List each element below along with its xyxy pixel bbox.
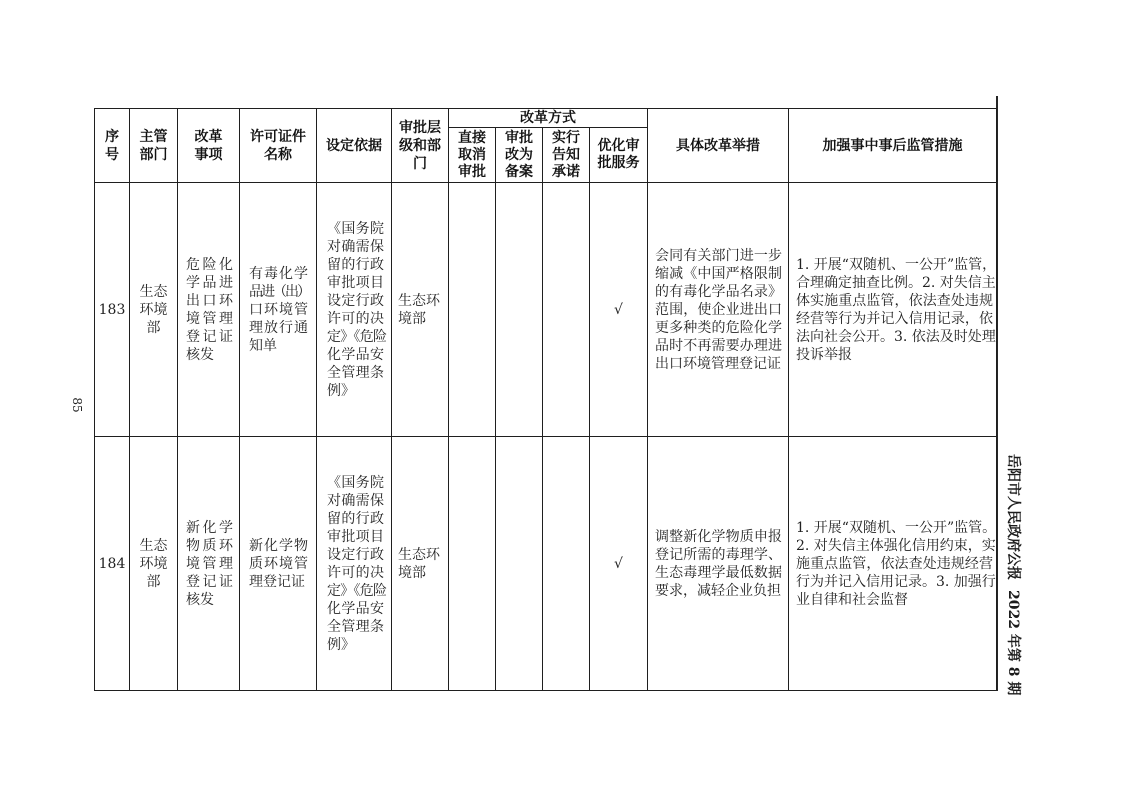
level-line: 境部	[398, 310, 426, 327]
header-label-line: 设定依据	[326, 137, 382, 154]
header-level	[391, 108, 449, 183]
item-line: 境管理	[186, 310, 233, 327]
basis-line: 例》	[327, 636, 355, 653]
basis-line: 《国务院	[327, 220, 384, 237]
header-commitment	[542, 127, 590, 183]
basis-line: 留的行政	[327, 256, 384, 273]
header-filing	[495, 127, 543, 183]
header-item	[177, 108, 240, 183]
dept-line: 部	[146, 573, 161, 590]
measures-line: 的有毒化学品名录》	[655, 283, 782, 300]
supervision-line: 施重点监管，依法查处违规经营	[796, 555, 993, 572]
dept-line: 生态	[139, 537, 168, 554]
dept-line: 部	[146, 319, 161, 336]
cell-basis	[316, 436, 392, 691]
header-cancel	[448, 127, 496, 183]
cell-dept	[129, 182, 178, 437]
header-supervision	[788, 108, 997, 183]
item-line: 登记证	[186, 328, 233, 345]
cell-commitment	[542, 182, 590, 437]
dept-line: 环境	[139, 301, 168, 318]
level-line: 生态环	[398, 546, 440, 563]
header-label-line: 承诺	[552, 163, 580, 180]
item-line: 出口环	[186, 292, 233, 309]
cell-basis	[316, 182, 392, 437]
basis-line: 化学品安	[327, 346, 384, 363]
basis-line: 全管理条	[327, 364, 384, 381]
cell-item	[177, 182, 240, 437]
basis-line: 设定行政	[327, 292, 384, 309]
cell-optimize	[589, 182, 648, 437]
item-line: 核发	[186, 591, 214, 608]
header-label-line: 优化审	[597, 138, 640, 154]
license-line: 有毒化学	[249, 265, 308, 282]
supervision-line: 法向社会公开。3. 依法及时处理	[796, 328, 996, 345]
header-measures	[647, 108, 789, 183]
measures-line: 会同有关部门进一步	[655, 247, 782, 264]
basis-line: 许可的决	[327, 564, 384, 581]
header-label-line: 主管	[139, 128, 168, 145]
cell-item	[177, 436, 240, 691]
cell-cancel	[448, 436, 496, 691]
cell-supervision	[788, 436, 997, 691]
item-line: 核发	[186, 346, 214, 363]
basis-line: 定》《危险	[327, 582, 384, 599]
header-label-line: 审批层	[399, 119, 441, 136]
header-label-line: 告知	[552, 146, 580, 163]
basis-line: 审批项目	[327, 528, 384, 545]
header-label-line: 门	[413, 155, 427, 172]
header-label-line: 序	[105, 128, 119, 145]
header-label-line: 许可证件	[250, 128, 306, 145]
supervision-line: 2. 对失信主体强化信用约束，实	[796, 537, 996, 554]
measures-line: 调整新化学物质申报	[655, 528, 782, 545]
supervision-line: 业自律和社会监督	[796, 591, 908, 608]
supervision-line: 1. 开展“双随机、一公开”监管。	[796, 519, 997, 536]
measures-line: 缩减《中国严格限制	[655, 265, 782, 282]
item-line: 登记证	[186, 573, 233, 590]
seq-number: 183	[98, 301, 126, 318]
dept-line: 环境	[139, 555, 168, 572]
measures-line: 品时不再需要办理进	[655, 337, 782, 354]
cell-seq	[94, 436, 130, 691]
basis-line: 《国务院	[327, 474, 384, 491]
basis-line: 许可的决	[327, 310, 384, 327]
measures-line: 出口环境管理登记证	[655, 355, 781, 372]
item-line: 境管理	[186, 555, 233, 572]
header-basis	[316, 108, 392, 183]
measures-line: 范围，使企业进出口	[655, 301, 782, 318]
supervision-line: 1. 开展“双随机、一公开”监管，	[796, 256, 997, 273]
supervision-line: 经营等行为并记入信用记录，依	[796, 310, 993, 327]
supervision-line: 投诉举报	[796, 346, 852, 363]
cell-optimize	[589, 436, 648, 691]
header-label-line: 号	[105, 146, 119, 163]
page-number: 85	[70, 397, 84, 413]
measures-line: 生态毒理学最低数据	[655, 564, 782, 581]
header-optimize	[589, 127, 648, 183]
basis-line: 定》《危险	[327, 328, 384, 345]
running-head	[1003, 454, 1023, 696]
item-line: 物质环	[186, 537, 233, 554]
header-label-line: 改为	[505, 146, 533, 163]
level-line: 境部	[398, 564, 426, 581]
cell-measures	[647, 182, 789, 437]
basis-line: 设定行政	[327, 546, 384, 563]
license-line: 口环境管	[249, 301, 308, 318]
cell-filing	[495, 436, 543, 691]
dept-line: 生态	[139, 283, 168, 300]
basis-line: 例》	[327, 382, 355, 399]
running-head-issue: 2022 年第 8 期	[1005, 590, 1021, 696]
license-line: 理登记证	[249, 573, 305, 590]
header-label-line: 实行	[552, 129, 580, 146]
header-label-line: 直接	[458, 129, 486, 146]
header-label-line: 名称	[264, 146, 292, 163]
cell-measures	[647, 436, 789, 691]
measures-line: 登记所需的毒理学、	[655, 546, 782, 563]
item-line: 学品进	[186, 274, 233, 291]
cell-commitment	[542, 436, 590, 691]
cell-cancel	[448, 182, 496, 437]
supervision-line: 行为并记入信用记录。3. 加强行	[796, 573, 996, 590]
header-label-line: 审批	[505, 129, 533, 146]
header-label-line: 改革	[194, 128, 223, 145]
supervision-line: 合理确定抽查比例。2. 对失信主	[796, 274, 996, 291]
item-line: 新化学	[186, 519, 233, 536]
license-line: 知单	[249, 337, 277, 354]
basis-line: 全管理条	[327, 618, 384, 635]
license-line: 品进（出）	[249, 283, 308, 300]
running-head-title: 岳阳市人民政府公报	[1005, 454, 1021, 580]
license-line: 理放行通	[249, 319, 308, 336]
cell-dept	[129, 436, 178, 691]
header-label-line: 级和部	[399, 137, 441, 154]
check-mark: √	[614, 555, 623, 572]
header-label-line: 事项	[194, 146, 223, 163]
header-label-line: 审批	[458, 163, 486, 180]
header-label-line: 取消	[458, 146, 486, 163]
check-mark: √	[614, 301, 623, 318]
license-line: 新化学物	[249, 537, 308, 554]
header-label-line: 加强事中事后监管措施	[822, 137, 963, 154]
header-reform-mode	[448, 108, 648, 128]
cell-license	[239, 182, 317, 437]
seq-number: 184	[98, 555, 126, 572]
basis-line: 对确需保	[327, 238, 384, 255]
header-label-line: 批服务	[597, 155, 640, 171]
cell-level	[391, 182, 449, 437]
header-label-line: 备案	[505, 163, 533, 180]
basis-line: 对确需保	[327, 492, 384, 509]
header-label-line: 具体改革举措	[676, 137, 760, 154]
basis-line: 留的行政	[327, 510, 384, 527]
basis-line: 化学品安	[327, 600, 384, 617]
header-license	[239, 108, 317, 183]
measures-line: 更多种类的危险化学	[655, 319, 782, 336]
header-label-line: 部门	[139, 146, 168, 163]
header-reform-mode-label: 改革方式	[520, 110, 576, 126]
cell-supervision	[788, 182, 997, 437]
cell-filing	[495, 182, 543, 437]
cell-level	[391, 436, 449, 691]
cell-seq	[94, 182, 130, 437]
cell-license	[239, 436, 317, 691]
header-dept	[129, 108, 178, 183]
header-seq	[94, 108, 130, 183]
item-line: 危险化	[186, 256, 233, 273]
basis-line: 审批项目	[327, 274, 384, 291]
level-line: 生态环	[398, 292, 440, 309]
measures-line: 要求，减轻企业负担	[655, 582, 781, 599]
license-line: 质环境管	[249, 555, 308, 572]
supervision-line: 体实施重点监管，依法查处违规	[796, 292, 993, 309]
